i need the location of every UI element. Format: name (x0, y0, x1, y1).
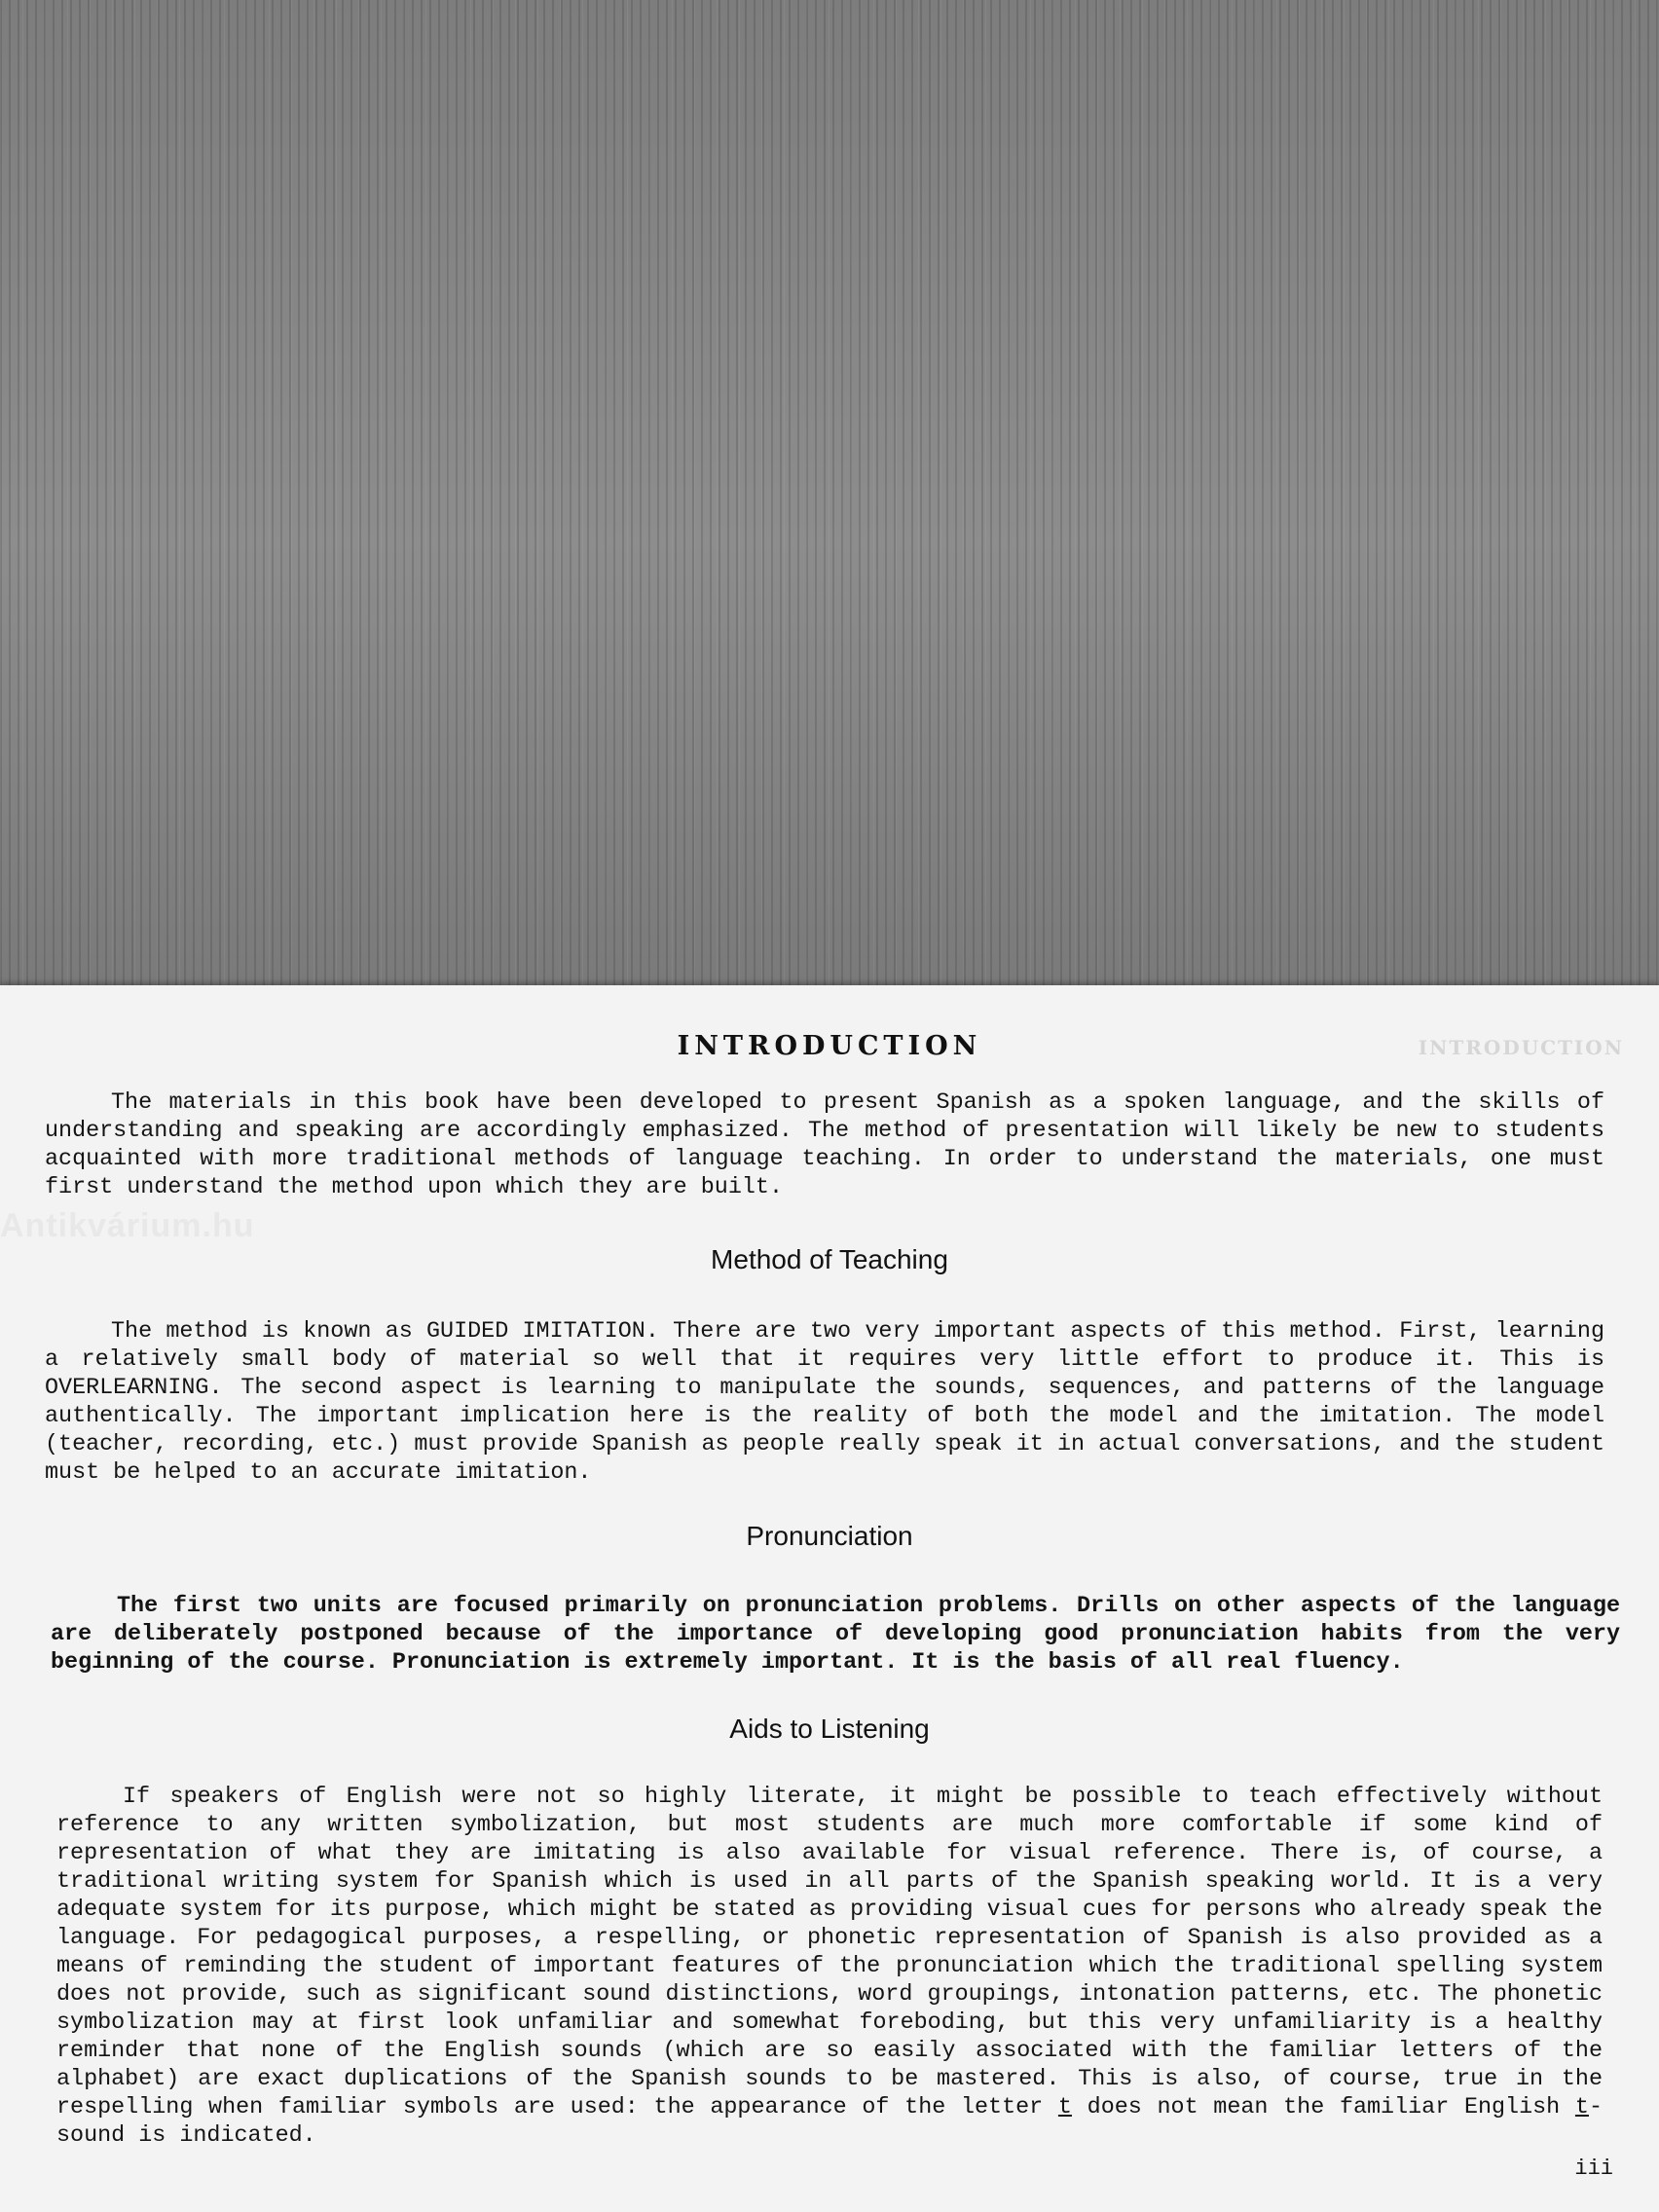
aids-paragraph-main: If speakers of English were not so highly literate, it might be possible to teach effectively without reference to any written symbolization, but most students are much more comfortable if some kind of representation of what they are imitating is also available for visual reference. There is, of course, a traditional writing system for Spanish which is used in all parts of the Spanish speaking world. It is a very adequate system for its purpose, which might be stated as providing visual cues for persons who already speak the language. For pedagogical purposes, a respelling, or phonetic representation of Spanish is also provided as a means of reminding the student of important features of the pronunciation which the traditional spelling system does not provide, such as significant sound distinctions, word groupings, intonation patterns, etc. The phonetic symbolization may at first look unfamiliar and somewhat foreboding, but this very unfamiliarity is a healthy reminder that none of the English sounds (which are so easily associated with the familiar letters of the alphabet) are exact duplications of the Spanish sounds to be mastered. This is also, of course, true in the respelling when familiar symbols are used: the appearance of the letter (56, 1785, 1603, 2120)
bleed-through-header: INTRODUCTION (1418, 1036, 1624, 1059)
section-heading-aids: Aids to Listening (729, 1714, 930, 1744)
page-title: INTRODUCTION (677, 1031, 982, 1061)
watermark: Antikvárium.hu (0, 1207, 255, 1244)
intro-paragraph: The materials in this book have been developed to present Spanish as a spoken language, and the skills of understanding and speaking are accordingly emphasized. The method of presentation will likely be new to students acquainted with more traditional methods of language teaching. In order to understand the materials, one must first understand the method upon which they are built. (45, 1090, 1604, 1200)
aids-paragraph: If speakers of English were not so highly literate, it might be possible to teach effectively without reference to any written symbolization, but most students are much more comfortable if some kind of representation of what they are imitating is also available for visual reference. There is, of course, a traditional writing system for Spanish which is used in all parts of the Spanish speaking world. It is a very adequate system for its purpose, which might be stated as providing visual cues for persons who already speak the language. For pedagogical purposes, a respelling, or phonetic representation of Spanish is also provided as a means of reminding the student of important features of the pronunciation which the traditional spelling system does not provide, such as significant sound distinctions, word groupings, intonation patterns, etc. The phonetic symbolization may at first look unfamiliar and somewhat foreboding, but this very unfamiliarity is a healthy reminder that none of the English sounds (which are so easily associated with the familiar letters of the alphabet) are exact duplications of the Spanish sounds to be mastered. This is also, of course, true in the respelling when familiar symbols are used: the appearance of the letter t does not mean the familiar English t-sound is indicated. (56, 1785, 1603, 2149)
section-heading-method: Method of Teaching (711, 1244, 948, 1274)
aids-paragraph-mid: does not mean the familiar English (1087, 2095, 1561, 2120)
underlined-letter-t: t (1057, 2095, 1072, 2120)
page-number: iii (1574, 2157, 1613, 2181)
background-surface (0, 0, 1659, 985)
aids-paragraph-end: sound is indicated. (56, 2123, 316, 2149)
method-paragraph: The method is known as GUIDED IMITATION. There are two very important aspects of this method. First, learning a relatively small body of material so well that it requires very little effort to produce it. This is OVERLEARNING. The second aspect is learning to manipulate the sounds, sequences, and patterns of the language authentically. The important implication here is the reality of both the model and the imitation. The model (teacher, recording, etc.) must provide Spanish as people really speak it in actual conversations, and the student must be helped to an accurate imitation. (45, 1319, 1604, 1486)
document-page (0, 985, 1659, 2212)
underlined-letter-t-second: t (1574, 2095, 1589, 2120)
section-heading-pronunciation: Pronunciation (746, 1521, 913, 1551)
pronunciation-paragraph: The first two units are focused primarily on pronunciation problems. Drills on other aspects of the language are deliberately postponed because of the importance of developing good pronunciation habits from the very beginning of the course. Pronunciation is extremely important. It is the basis of all real fluency. (51, 1594, 1620, 1676)
